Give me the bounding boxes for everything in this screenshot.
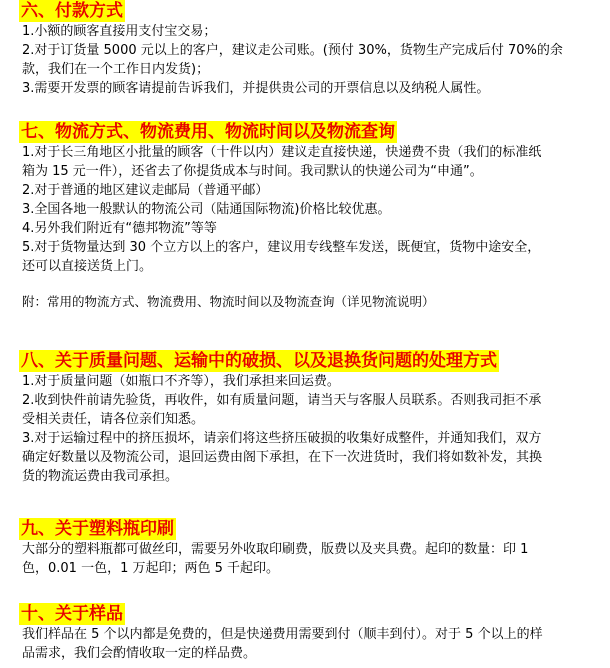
text-line: 4.另外我们附近有“德邦物流”等等 [22, 221, 217, 236]
section-logistics [22, 121, 607, 311]
text-line: 2.对于普通的地区建议走邮局（普通平邮） [22, 183, 269, 198]
text-line: 箱为 15 元一件），还省去了你提货成本与时间。我司默认的快递公司为“申通”。 [22, 164, 483, 179]
text-line: 确定好数量以及物流公司，退回运费由阁下承担，在下一次进货时，我们将如数补发，其换 [22, 450, 543, 465]
text-line: 1.对于质量问题（如瓶口不齐等），我们承担来回运费。 [22, 374, 340, 389]
text-line: 受相关责任，请各位亲们知悉。 [22, 412, 205, 427]
text-line: 货的物流运费由我司承担。 [22, 469, 179, 484]
text-line: 我们样品在 5 个以内都是免费的，但是快递费用需要到付（顺丰到付）。对于 5 个以上的样 [22, 627, 543, 642]
text-line: 3.需要开发票的顾客请提前告诉我们，并提供贵公司的开票信息以及纳税人属性。 [22, 81, 490, 96]
text-line: 色，0.01 一色，1 万起印；两色 5 千起印。 [22, 561, 280, 576]
text-line: 2.收到快件前请先验货，再收件，如有质量问题，请当天与客服人员联系。否则我司拒不承 [22, 393, 542, 408]
section-samples [22, 603, 607, 663]
section-heading: 八、关于质量问题、运输中的破损、以及退换货问题的处理方式 [21, 351, 497, 371]
spacer [22, 276, 607, 292]
text-line: 品需求，我们会酌情收取一定的样品费。 [22, 646, 257, 661]
section-heading: 十、关于样品 [21, 604, 123, 624]
text-line: 还可以直接送货上门。 [22, 259, 153, 274]
text-line: 款，我们在一个工作日内发货)； [22, 62, 210, 77]
text-line: 1.小额的顾客直接用支付宝交易； [22, 24, 217, 39]
section-bottle-printing [22, 518, 607, 578]
section-heading: 九、关于塑料瓶印刷 [21, 519, 174, 539]
text-line: 5.对于货物量达到 30 个立方以上的客户，建议用专线整车发送，既便宜，货物中途安全， [22, 240, 541, 255]
text-line: 3.对于运输过程中的挤压损坏，请亲们将这些挤压破损的收集好成整件，并通知我们，双方 [22, 431, 542, 446]
section-heading: 七、物流方式、物流费用、物流时间以及物流查询 [21, 122, 395, 142]
note-line: 附：常用的物流方式、物流费用、物流时间以及物流查询（详见物流说明） [22, 294, 435, 309]
text-line: 2.对于订货量 5000 元以上的客户，建议走公司账。(预付 30%，货物生产完成后付 70%的余 [22, 43, 563, 58]
section-payment [22, 0, 607, 98]
section-quality-returns [22, 350, 607, 486]
text-line: 3.全国各地一般默认的物流公司（陆通国际物流)价格比较优惠。 [22, 202, 391, 217]
section-heading: 六、付款方式 [21, 1, 123, 21]
text-line: 大部分的塑料瓶都可做丝印，需要另外收取印刷费，版费以及夹具费。起印的数量：印 1 [22, 542, 529, 557]
text-line: 1.对于长三角地区小批量的顾客（十件以内）建议走直接快递，快递费不贵（我们的标准纸 [22, 145, 542, 160]
